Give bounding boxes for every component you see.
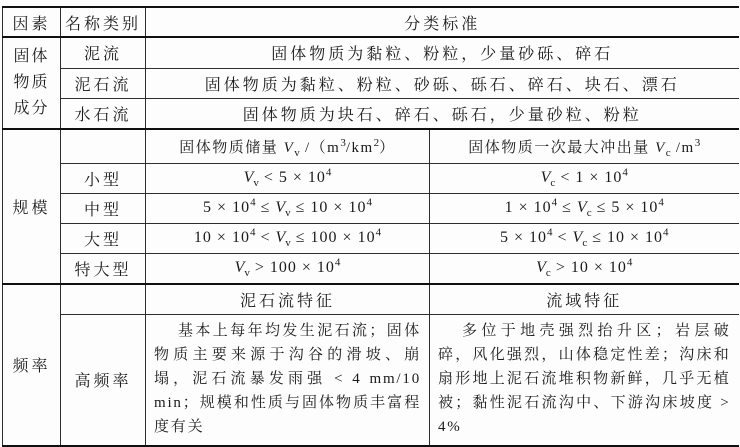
scale-subheader-row bbox=[3, 129, 739, 163]
basin-feature-cell: 多位于地壳强烈抬升区；岩层破碎，风化强烈，山体稳定性差；沟床和扇形地上泥石流堆积物新鲜，几乎无植被；黏性泥石流沟中、下游沟床坡度 > 4% bbox=[430, 314, 739, 446]
reserve-formula-cell-small: $V_v < 5 \times 10^4$ bbox=[146, 163, 430, 193]
category-cell-small: 小型 bbox=[61, 163, 146, 193]
row-small-scale bbox=[3, 163, 739, 193]
header-factor-cell: 因素 bbox=[3, 7, 61, 37]
max-discharge-header-cell: 固体物质一次最大冲出量 $V_c$ $/m^3$ bbox=[430, 129, 739, 163]
row-debris-flow bbox=[3, 68, 739, 98]
header-standard-cell: 分类标准 bbox=[146, 7, 739, 37]
reserve-formula-cell-large: $10 \times 10^4 < V_v \le 100 \times 10^4$ bbox=[146, 223, 430, 253]
row-water-rock-flow bbox=[3, 98, 739, 129]
row-high-frequency bbox=[3, 314, 739, 446]
header-row bbox=[3, 7, 739, 37]
standard-cell-debris-flow: 固体物质为黏粒、粉粒、砂砾、砾石、碎石、块石、漂石 bbox=[146, 68, 739, 98]
reserve-formula-cell-extra-large: $V_v > 100 \times 10^4$ bbox=[146, 253, 430, 284]
row-large-scale bbox=[3, 223, 739, 253]
reserve-volume-header-cell: 固体物质储量 $V_v$ $/(m^3/km^2)$ bbox=[146, 129, 430, 163]
row-extra-large-scale bbox=[3, 253, 739, 284]
category-cell-extra-large: 特大型 bbox=[61, 253, 146, 284]
category-cell-water-rock-flow: 水石流 bbox=[61, 98, 146, 129]
debris-flow-feature-cell: 基本上每年均发生泥石流；固体物质主要来源于沟谷的滑坡、崩塌，泥石流暴发雨强 < 4 mm/10 min；规模和性质与固体物质丰富程度有关 bbox=[146, 314, 430, 446]
category-cell-large: 大型 bbox=[61, 223, 146, 253]
debris-flow-classification-table bbox=[2, 6, 739, 447]
debris-flow-feature-header-cell: 泥石流特征 bbox=[146, 284, 430, 314]
frequency-subheader-row bbox=[3, 284, 739, 314]
discharge-formula-cell-small: $V_c < 1 \times 10^4$ bbox=[430, 163, 739, 193]
reserve-formula-cell-medium: $5 \times 10^4 \le V_v \le 10 \times 10^4$ bbox=[146, 193, 430, 223]
standard-cell-mudflow: 固体物质为黏粒、粉粒，少量砂砾、碎石 bbox=[146, 37, 739, 68]
category-cell-high-frequency: 高频率 bbox=[61, 314, 146, 446]
category-cell-mudflow: 泥流 bbox=[61, 37, 146, 68]
basin-feature-header-cell: 流域特征 bbox=[430, 284, 739, 314]
discharge-formula-cell-medium: $1 \times 10^4 \le V_c \le 5 \times 10^4$ bbox=[430, 193, 739, 223]
empty-cell bbox=[61, 129, 146, 163]
discharge-formula-cell-extra-large: $V_c > 10 \times 10^4$ bbox=[430, 253, 739, 284]
category-cell-medium: 中型 bbox=[61, 193, 146, 223]
row-mudflow bbox=[3, 37, 739, 68]
discharge-formula-cell-large: $5 \times 10^4 < V_c \le 10 \times 10^4$ bbox=[430, 223, 739, 253]
category-cell-debris-flow: 泥石流 bbox=[61, 68, 146, 98]
row-medium-scale bbox=[3, 193, 739, 223]
header-category-cell: 名称类别 bbox=[61, 7, 146, 37]
factor-cell-scale: 规模 bbox=[3, 129, 61, 284]
empty-cell bbox=[61, 284, 146, 314]
standard-cell-water-rock-flow: 固体物质为块石、碎石、砾石，少量砂粒、粉粒 bbox=[146, 98, 739, 129]
factor-cell-solid-composition: 固体 物质 成分 bbox=[3, 37, 61, 129]
factor-cell-frequency: 频率 bbox=[3, 284, 61, 446]
